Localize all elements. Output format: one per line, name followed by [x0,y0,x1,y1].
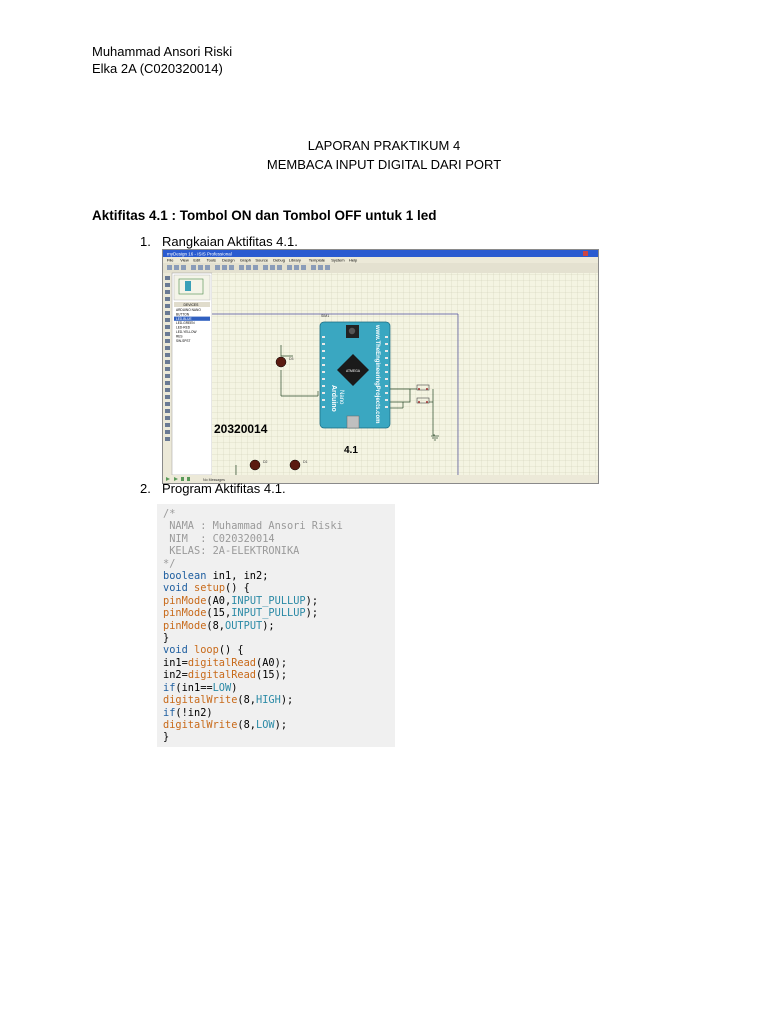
menu-item: File [167,257,174,263]
author-name: Muhammad Ansori Riski [92,44,233,59]
device-item: RES [176,334,183,339]
led-d1 [290,460,300,470]
svg-text:D3: D3 [289,357,294,361]
title-line-2: MEMBACA INPUT DIGITAL DARI PORT [266,157,502,172]
circuit-screenshot-svg [163,250,598,483]
device-item: BUTTON [176,312,190,317]
device-item: LED-GREEN [176,321,195,326]
menu-item: System [331,257,345,263]
code-line: boolean in1, in2; [163,570,269,583]
activity-label: 4.1 [344,445,358,456]
code-line: if(!in2) [163,706,213,719]
menu-item: Source [255,257,269,263]
svg-text:Nano: Nano [338,390,344,405]
author-block [92,43,232,77]
device-item: LED-RED [176,325,190,330]
title-line-1: LAPORAN PRAKTIKUM 4 [307,138,461,153]
status-text: No Messages [203,478,225,482]
menu-item: View [180,257,189,263]
student-id-label: 20320014 [214,422,268,436]
code-line: NAMA : Muhammad Ansori Riski [163,520,343,533]
svg-text:D1: D1 [303,460,308,464]
list-number: 1. [140,234,151,249]
svg-text:www.TheEngineeringProjects.com: www.TheEngineeringProjects.com [374,325,380,424]
code-line: in2=digitalRead(15); [163,669,288,682]
list-item-program [140,481,286,496]
section-heading: Aktifitas 4.1 : Tombol ON dan Tombol OFF untuk 1 led [92,208,437,223]
code-line: void setup() { [163,582,250,595]
code-line: NIM : C020320014 [163,532,275,545]
code-line: pinMode(A0,INPUT_PULLUP); [163,594,319,607]
device-item: LED-BLUE [176,316,192,321]
svg-text:ATMEGA: ATMEGA [345,369,361,373]
device-item: SW-SPST [176,338,191,343]
list-label: Rangkaian Aktifitas 4.1. [162,234,298,249]
code-line: pinMode(8,OUTPUT); [163,619,275,632]
list-label: Program Aktifitas 4.1. [162,481,286,496]
menu-item: Debug [273,257,285,263]
menu-item: Design [222,257,235,263]
menu-item: Template [308,257,326,263]
code-line: */ [163,557,176,570]
device-item: ARDUINO NANO [176,308,201,312]
menu-item: Graph [239,257,252,263]
svg-text:Arduino: Arduino [330,385,337,412]
code-line: /* [163,508,176,520]
code-line: in1=digitalRead(A0); [163,656,288,669]
list-number: 2. [140,481,151,496]
code-listing [157,504,395,744]
list-item-circuit [140,234,298,249]
toolbar [163,263,598,273]
menu-item: Tools [206,257,216,263]
code-line: } [163,632,170,645]
code-line: if(in1==LOW) [163,681,238,694]
arduino-nano-board [320,322,390,428]
code-line: digitalWrite(8,HIGH); [163,694,294,707]
code-line: pinMode(15,INPUT_PULLUP); [163,607,319,620]
report-title [0,136,768,174]
svg-text:SIM1: SIM1 [321,314,330,318]
circuit-screenshot [162,249,599,484]
code-line: digitalWrite(8,LOW); [163,718,288,731]
author-class: Elka 2A (C020320014) [92,61,223,76]
menu-item: Library [288,257,301,263]
menu-item: Help [349,257,358,263]
code-line: void loop() { [163,644,244,657]
window-title: myDesign 16 - ISIS Professional [167,251,232,257]
menu-item: Edit [193,257,201,263]
code-line: KELAS: 2A-ELEKTRONIKA [163,545,300,558]
device-item: LED-YELLOW [176,330,197,334]
panel-header: DEVICES [183,303,199,307]
code-line: } [163,731,170,744]
led-d3 [276,357,286,367]
svg-text:D2: D2 [263,460,268,464]
code-block [157,504,395,747]
led-d2 [250,460,260,470]
